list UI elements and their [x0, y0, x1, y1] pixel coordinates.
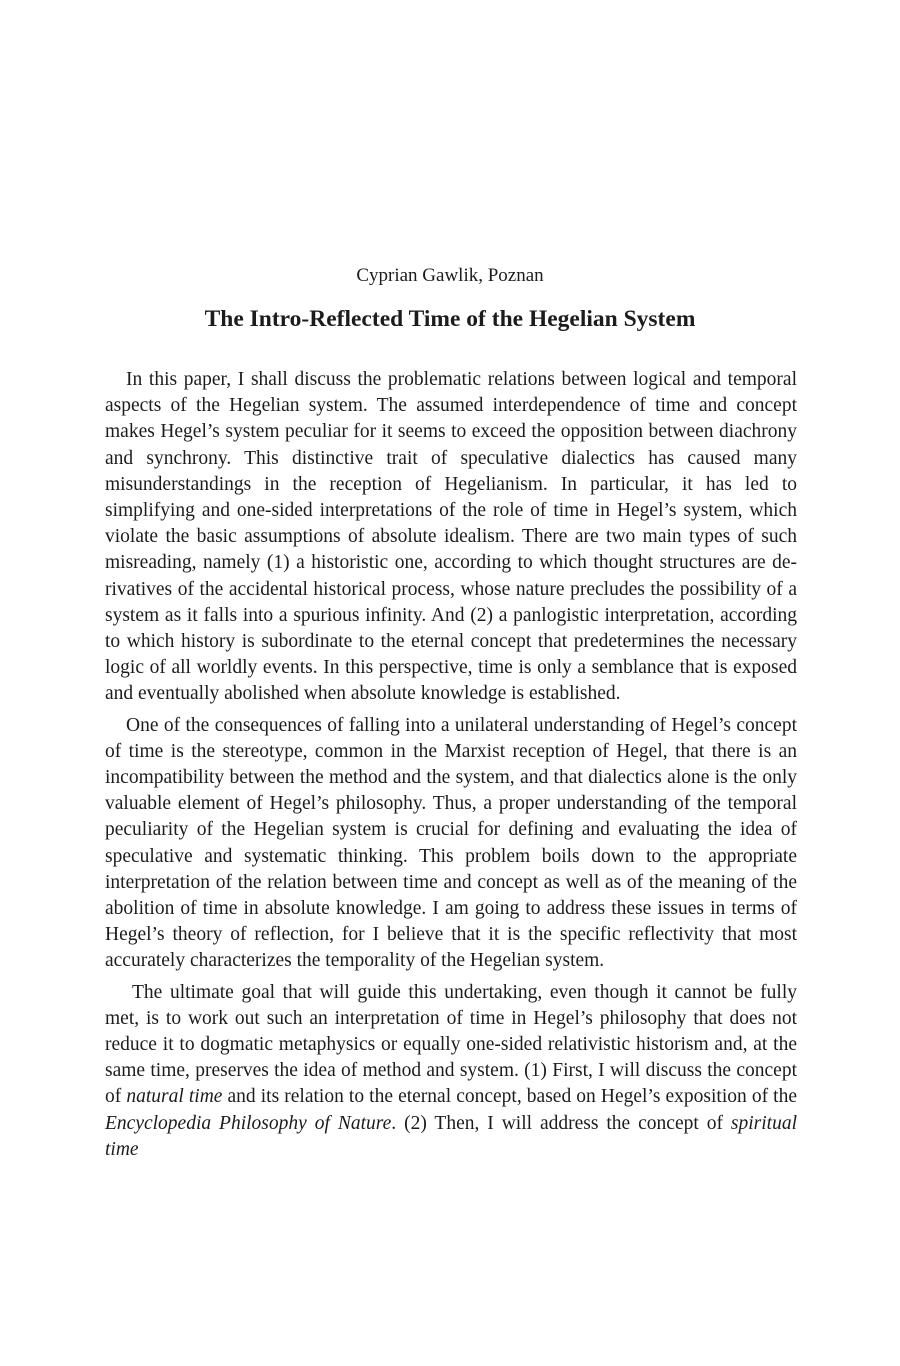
- body-text: [105, 367, 797, 1168]
- paragraph-3-text-2: and its relation to the eternal concept, based on Hegel’s exposition of the: [222, 1086, 798, 1108]
- paragraph-3-text-1: The ultimate goal that will guide this undertaking, even though it cannot be fully met, is to work out such an interpretation of time in Hegel’s philosophy that does not reduce it to dogmatic metaphysics or equally one-sided relativistic historism and, at the same time, preserves the idea of method and system. (1) First, I will discuss the concept of: [105, 981, 797, 1108]
- paragraph-3-italic-encyclopedia: Encyclopedia Philosophy of Nature: [105, 1112, 392, 1134]
- paragraph-1: In this paper, I shall discuss the problematic relations between logical and temporal aspects of the Hegelian system. The assumed interdependence of time and concept makes Hegel’s system peculiar for it seems to exceed the opposition between diachrony and synchrony. This distinctive trait of speculative dialectics has caused many misunderstandings in the reception of Hegelianism. In particular, it has led to simplifying and one-sided interpretations of the role of time in Hegel’s system, which violate the basic assumptions of absolute idealism. There are two main types of such misreading, namely (1) a historistic one, according to which thought structures are derivatives of the accidental historical process, whose nature precludes the possibility of a system as it falls into a spurious infinity. And (2) a panlogistic interpretation, according to which history is subordinate to the eternal concept that predetermines the necessary logic of all worldly events. In this perspective, time is only a semblance that is exposed and eventually abolished when absolute knowledge is established.: [105, 369, 797, 705]
- paragraph-3-text-3: . (2) Then, I will address the concept of: [391, 1112, 731, 1134]
- paper-title: The Intro-Reflected Time of the Hegelian System: [204, 306, 696, 332]
- author-line: Cyprian Gawlik, Poznan: [356, 265, 544, 286]
- paragraph-3-italic-spiritual-time: spiritual time: [105, 1112, 797, 1160]
- paragraph-3-italic-natural-time: natural time: [126, 1086, 223, 1108]
- paragraph-3: [105, 980, 797, 1163]
- paragraph-2: One of the consequences of falling into a unilateral understanding of Hegel’s concept of time is the stereotype, common in the Marxist reception of Hegel, that there is an incompatibility between the method and the system, and that dialectics alone is the only valuable element of Hegel’s philosophy. Thus, a proper understanding of the temporal peculiarity of the Hegelian system is crucial for defining and evaluating the idea of speculative and systematic thinking. This problem boils down to the appropriate interpretation of the relation between time and concept as well as of the meaning of the abolition of time in absolute knowledge. I am going to address these issues in terms of Hegel’s theory of reflection, for I believe that it is the specific reflectivity that most accurately characterizes the temporality of the Hegelian system.: [105, 714, 797, 972]
